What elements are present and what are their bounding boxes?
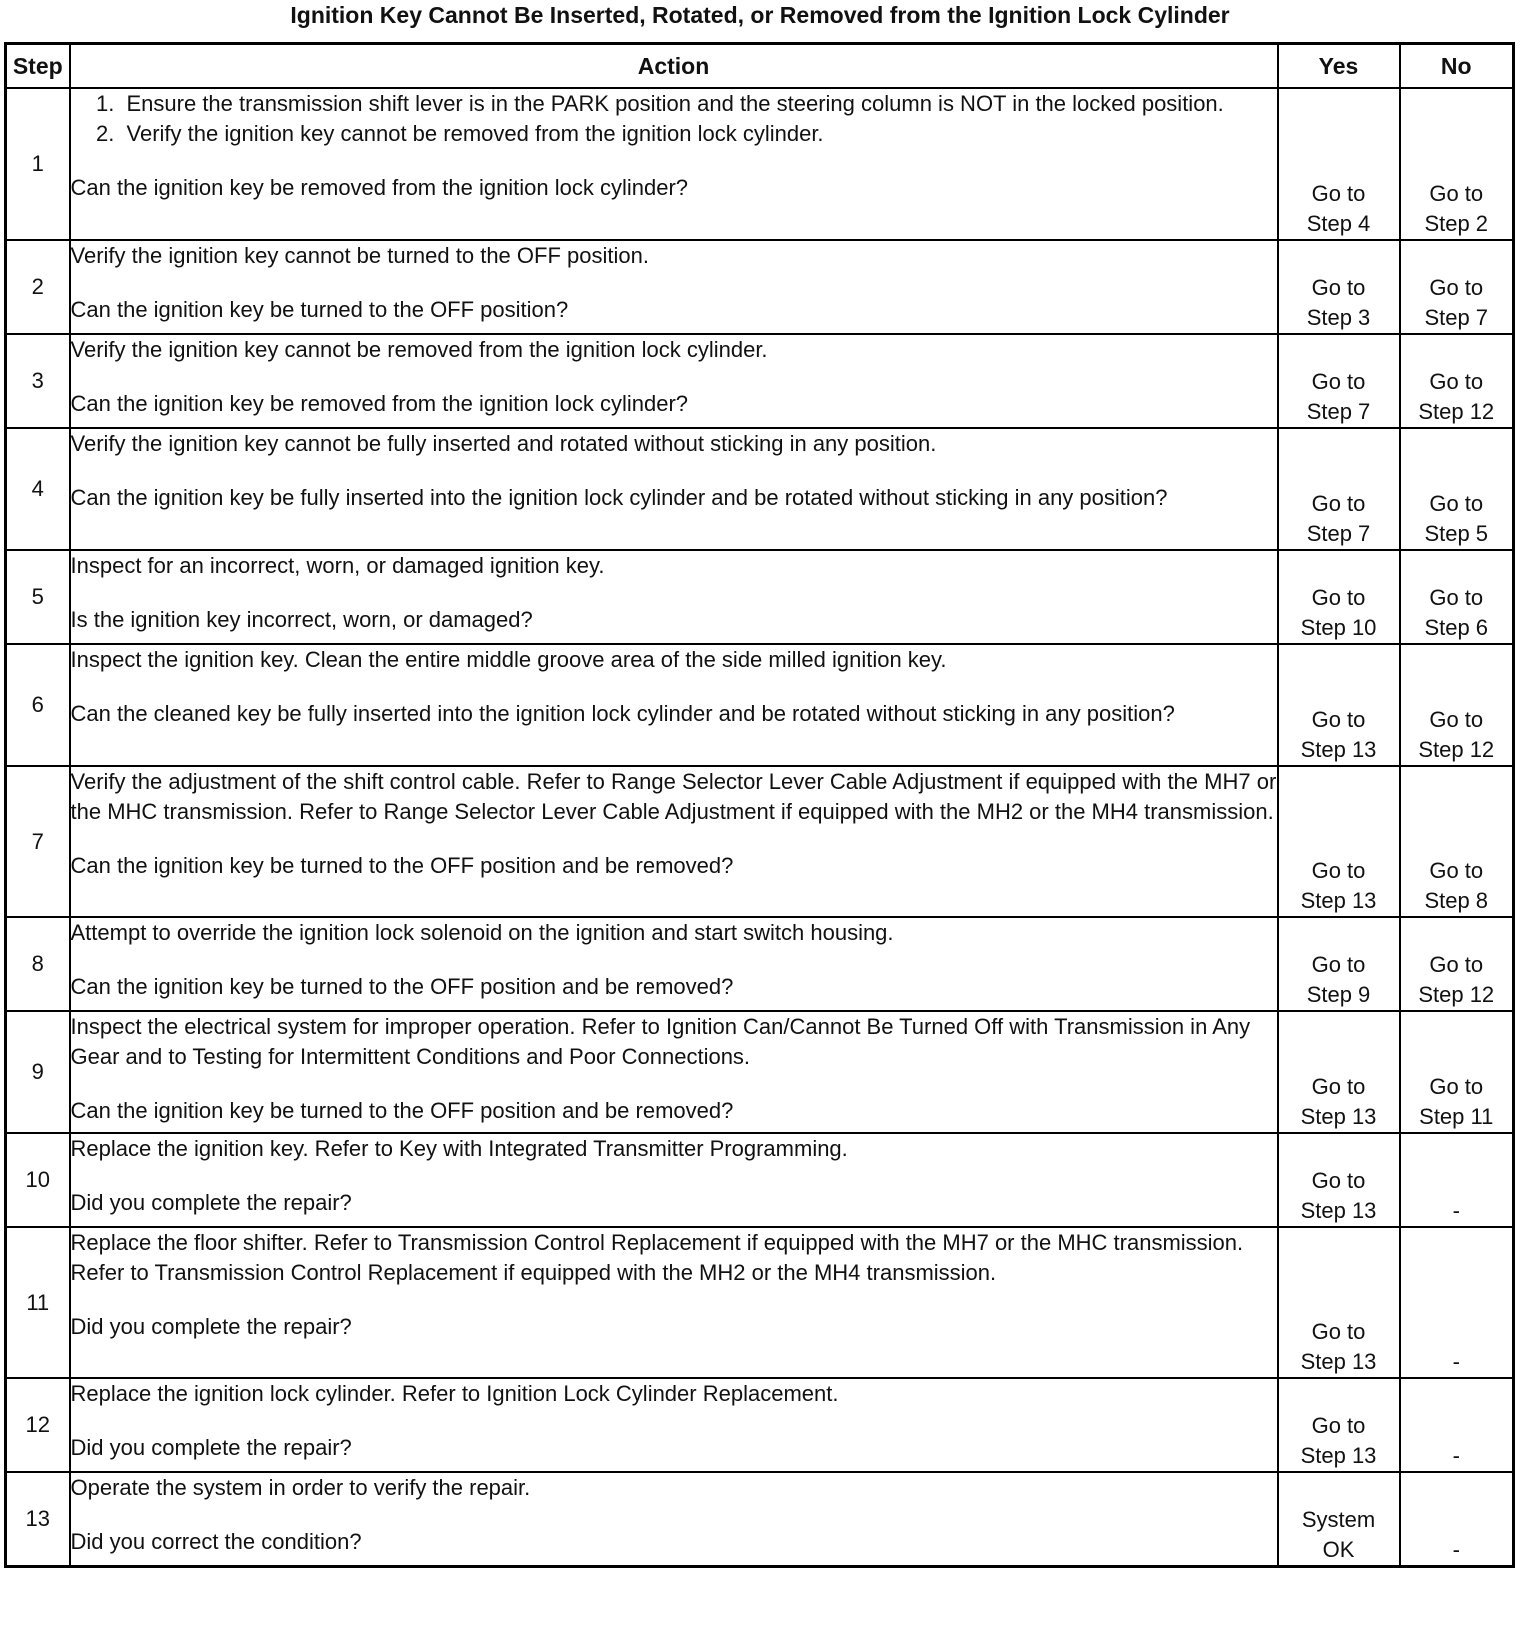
no-result-line: Step 6 [1424,615,1489,640]
header-no: No [1400,44,1514,89]
spacer [71,149,1277,173]
action-cell [70,766,1278,917]
action-cell [70,240,1278,334]
header-step: Step [6,44,70,89]
table-row [6,88,1514,240]
table-row [6,1227,1514,1378]
no-result-cell [1400,644,1514,766]
spacer [71,1072,1277,1096]
action-cell [70,917,1278,1011]
yes-result-line: Go to [1311,707,1366,732]
yes-result-line: Go to [1311,1074,1366,1099]
action-instruction: Inspect the electrical system for improper operation. Refer to Ignition Can/Cannot Be Turned Off with Transmission in Any Gear and to Testing for Intermittent Conditions and Poor Connections. [70,1014,1251,1069]
yes-result-cell [1278,1133,1400,1227]
action-question: Can the ignition key be turned to the OFF position and be removed? [70,974,734,999]
table-row [6,644,1514,766]
table-row [6,1378,1514,1472]
action-cell [70,428,1278,550]
no-result-line: Go to [1429,369,1484,394]
spacer [71,1164,1277,1188]
step-number: 11 [6,1227,70,1378]
action-question: Can the ignition key be turned to the OFF position and be removed? [70,1098,734,1123]
action-instruction: Inspect the ignition key. Clean the entire middle groove area of the side milled ignition key. [70,647,947,672]
yes-result-cell [1278,1227,1400,1378]
step-number: 7 [6,766,70,917]
table-row [6,240,1514,334]
no-result-line: Step 12 [1418,399,1495,424]
action-cell [70,1133,1278,1227]
yes-result-cell [1278,550,1400,644]
spacer [71,581,1277,605]
no-result-cell [1400,917,1514,1011]
action-question: Can the ignition key be turned to the OFF position and be removed? [70,853,734,878]
step-number: 1 [6,88,70,240]
spacer [71,827,1277,851]
table-row [6,1011,1514,1133]
no-result-line: - [1452,1349,1460,1374]
spacer [71,1503,1277,1527]
yes-result-cell [1278,240,1400,334]
no-result-cell [1400,1472,1514,1566]
yes-result-line: Step 13 [1300,1443,1377,1468]
action-step-item: 1. Ensure the transmission shift lever is in the PARK position and the steering column is NOT in the locked position. [121,89,1277,119]
no-result-line: Go to [1429,1074,1484,1099]
table-row [6,550,1514,644]
step-number: 2 [6,240,70,334]
action-cell [70,334,1278,428]
table-row [6,428,1514,550]
no-result-line: Go to [1429,181,1484,206]
action-question: Can the ignition key be fully inserted into the ignition lock cylinder and be rotated without sticking in any position? [70,485,1168,510]
action-cell [70,1011,1278,1133]
spacer [71,271,1277,295]
step-number: 6 [6,644,70,766]
no-result-cell [1400,1133,1514,1227]
yes-result-line: Step 13 [1300,1104,1377,1129]
no-result-line: - [1452,1536,1460,1562]
spacer [71,1288,1277,1312]
yes-result-cell [1278,1472,1400,1566]
action-question: Can the cleaned key be fully inserted into the ignition lock cylinder and be rotated without sticking in any position? [70,701,1175,726]
action-step-item: 2. Verify the ignition key cannot be removed from the ignition lock cylinder. [121,119,1277,149]
yes-result-cell [1278,88,1400,240]
no-result-line: - [1452,1443,1460,1468]
yes-result-line: Go to [1311,181,1366,206]
yes-result-line: Go to [1311,369,1366,394]
action-cell [70,550,1278,644]
yes-result-cell [1278,1378,1400,1472]
table-body [6,88,1514,1566]
table-row [6,1133,1514,1227]
yes-result-line: Step 13 [1300,1198,1377,1223]
action-cell [70,1227,1278,1378]
yes-result-line: Go to [1311,858,1366,883]
no-result-line: Step 2 [1424,211,1489,236]
yes-result-cell [1278,334,1400,428]
step-number: 13 [6,1472,70,1566]
yes-result-line: Go to [1311,1413,1366,1438]
action-cell [70,1378,1278,1472]
table-row [6,1472,1514,1566]
action-cell [70,88,1278,240]
no-result-line: - [1452,1198,1460,1223]
action-question: Did you complete the repair? [70,1435,352,1460]
no-result-cell [1400,334,1514,428]
action-instruction: Replace the floor shifter. Refer to Transmission Control Replacement if equipped with the MH7 or the MHC transmission. Refer to Transmission Control Replacement if equipped with the MH2 or the MH4 transmission. [70,1230,1244,1285]
spacer [71,459,1277,483]
yes-result-line: Step 4 [1306,211,1371,236]
action-question: Can the ignition key be removed from the ignition lock cylinder? [70,391,689,416]
action-steps-list [71,89,1277,149]
action-instruction: Verify the ignition key cannot be turned to the OFF position. [70,243,649,268]
yes-result-cell [1278,766,1400,917]
document-title: Ignition Key Cannot Be Inserted, Rotated, or Removed from the Ignition Lock Cylinder [290,2,1230,28]
no-result-line: Step 12 [1418,737,1495,762]
no-result-cell [1400,1378,1514,1472]
yes-result-line: Step 9 [1306,982,1371,1007]
header-yes: Yes [1278,44,1400,89]
yes-result-line: Step 10 [1300,615,1377,640]
yes-result-cell [1278,917,1400,1011]
table-row [6,917,1514,1011]
yes-result-line: Go to [1311,1168,1366,1193]
yes-result-line: Step 13 [1300,737,1377,762]
header-action: Action [70,44,1278,89]
action-instruction: Verify the ignition key cannot be removed from the ignition lock cylinder. [70,337,768,362]
no-result-line: Step 11 [1419,1104,1494,1129]
yes-result-line: OK [1322,1536,1355,1562]
yes-result-cell [1278,1011,1400,1133]
no-result-cell [1400,428,1514,550]
action-question: Is the ignition key incorrect, worn, or damaged? [70,607,533,632]
no-result-line: Step 8 [1424,888,1489,913]
no-result-line: Go to [1429,585,1484,610]
yes-result-cell [1278,428,1400,550]
action-instruction: Attempt to override the ignition lock solenoid on the ignition and start switch housing. [70,920,894,945]
step-number: 5 [6,550,70,644]
no-result-cell [1400,1011,1514,1133]
yes-result-line: Step 7 [1306,399,1371,424]
yes-result-cell [1278,644,1400,766]
action-question: Did you complete the repair? [70,1190,352,1215]
no-result-line: Step 7 [1424,305,1489,330]
no-result-line: Step 5 [1424,521,1489,546]
no-result-cell [1400,1227,1514,1378]
action-instruction: Verify the adjustment of the shift control cable. Refer to Range Selector Lever Cable Adjustment if equipped with the MH7 or the MHC transmission. Refer to Range Selector Lever Cable Adjustment if equipped with the MH2 or the MH4 transmission. [70,769,1277,824]
yes-result-line: Go to [1311,491,1366,516]
no-result-cell [1400,550,1514,644]
step-number: 4 [6,428,70,550]
action-instruction: Replace the ignition key. Refer to Key with Integrated Transmitter Programming. [70,1136,848,1161]
no-result-line: Go to [1429,491,1484,516]
table-row [6,334,1514,428]
diagnostic-table [4,42,1515,1568]
action-question: Can the ignition key be turned to the OFF position? [70,297,569,322]
no-result-line: Step 12 [1418,982,1495,1007]
action-cell [70,644,1278,766]
step-number: 3 [6,334,70,428]
no-result-line: Go to [1429,952,1484,977]
action-cell [70,1472,1278,1566]
spacer [71,1409,1277,1433]
no-result-cell [1400,766,1514,917]
step-number: 12 [6,1378,70,1472]
yes-result-line: Step 7 [1306,521,1371,546]
yes-result-line: Step 13 [1300,888,1377,913]
no-result-line: Go to [1429,707,1484,732]
no-result-line: Go to [1429,275,1484,300]
yes-result-line: System [1301,1506,1376,1532]
header-row [6,44,1514,89]
yes-result-line: Go to [1311,1319,1366,1344]
yes-result-line: Go to [1311,585,1366,610]
action-question: Did you correct the condition? [70,1529,362,1554]
spacer [71,365,1277,389]
action-instruction: Verify the ignition key cannot be fully inserted and rotated without sticking in any position. [70,431,937,456]
step-number: 9 [6,1011,70,1133]
action-question: Did you complete the repair? [70,1314,352,1339]
table-row [6,766,1514,917]
spacer [71,675,1277,699]
no-result-cell [1400,240,1514,334]
step-number: 10 [6,1133,70,1227]
action-instruction: Inspect for an incorrect, worn, or damaged ignition key. [70,553,605,578]
yes-result-line: Go to [1311,952,1366,977]
no-result-line: Go to [1429,858,1484,883]
no-result-cell [1400,88,1514,240]
yes-result-line: Go to [1311,275,1366,300]
step-number: 8 [6,917,70,1011]
spacer [71,948,1277,972]
yes-result-line: Step 13 [1300,1349,1377,1374]
yes-result-line: Step 3 [1306,305,1371,330]
action-instruction: Replace the ignition lock cylinder. Refer to Ignition Lock Cylinder Replacement. [70,1381,839,1406]
action-instruction: Operate the system in order to verify the repair. [70,1475,531,1500]
action-question: Can the ignition key be removed from the ignition lock cylinder? [70,175,689,200]
